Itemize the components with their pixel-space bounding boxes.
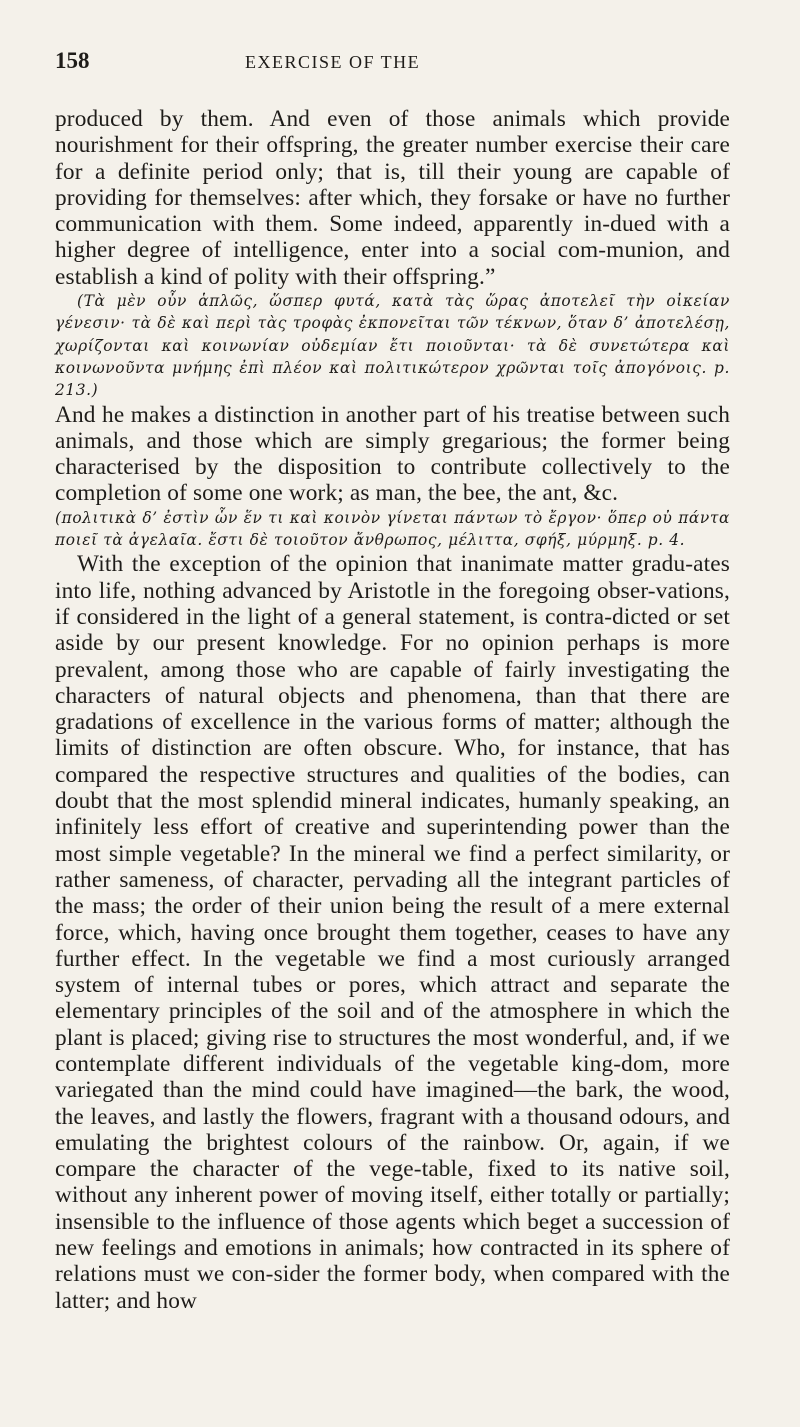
paragraph-gradations: With the exception of the opinion that inanimate matter gradu-ates into life, nothing advanced by Aristotle in the foregoing obser-vations, if considered in the light of a general statement, is contra-dicted or set aside by our present knowledge. For no opinion perhaps is more prevalent, among those who are capable of fairly investigating the characters of natural objects and phenomena, than that there are gradations of excellence in the various forms of matter; although the limits of distinction are often obscure. Who, for instance, that has compared the respective structures and qualities of the bodies, can doubt that the most splendid mineral indicates, humanly speaking, an infinitely less effort of creative and superintending power than the most simple vegetable? In the mineral we find a perfect similarity, or rather sameness, of character, pervading all the integrant particles of the mass; the order of their union being the result of a mere external force, which, having once brought them together, ceases to have any further effect. In the vegetable we find a most curiously arranged system of internal tubes or pores, which attract and separate the elementary principles of the soil and of the atmosphere in which the plant is placed; giving rise to structures the most wonderful, and, if we contemplate different individuals of the vegetable king-dom, more variegated than the mind could have imagined—the bark, the wood, the leaves, and lastly the flowers, fragrant with a thousand odours, and emulating the brightest colours of the rainbow. Or, again, if we compare the character of the vege-table, fixed to its native soil, without any inherent power of moving itself, either totally or partially; insensible to the influence of those agents which beget a succession of new feelings and emotions in animals; how contracted in its sphere of relations must we con-sider the former body, when compared with the latter; and how bbox=[55, 551, 730, 1314]
greek-quotation-2: (πολιτικὰ δ’ ἐστὶν ὧν ἕν τι καὶ κοινὸν γίνεται πάντων τὸ ἔργον· ὅπερ οὐ πάντα ποιεῖ τὰ ἀγελαῖα. ἔστι δὲ τοιοῦτον ἄνθρωπος, μέλιττα, σφήξ, μύρμηξ. p. 4. bbox=[55, 508, 730, 550]
page-number: 158 bbox=[55, 48, 90, 73]
paragraph-nourishment: produced by them. And even of those animals which provide nourishment for their offspring, the greater number exercise their care for a definite period only; that is, till their young are capable of providing for themselves: after which, they forsake or have no further communication with them. Some indeed, apparently in-dued with a higher degree of intelligence, enter into a social com-munion, and establish a kind of polity with their offspring.” bbox=[55, 106, 730, 290]
body-text bbox=[55, 106, 730, 1314]
running-title: EXERCISE OF THE bbox=[245, 52, 421, 72]
paragraph-distinction: And he makes a distinction in another part of his treatise between such animals, and those which are simply gregarious; the former being characterised by the disposition to contribute collectively to the completion of some one work; as man, the bee, the ant, &c. bbox=[55, 401, 730, 507]
running-head bbox=[55, 48, 730, 82]
greek-quotation-1: (Τὰ μὲν οὖν ἁπλῶς, ὥσπερ φυτά, κατὰ τὰς ὥρας ἀποτελεῖ τὴν οἰκείαν γένεσιν· τὰ δὲ καὶ περὶ τὰς τροφὰς ἐκπονεῖται τῶν τέκνων, ὅταν δ’ ἀποτελέσῃ, χωρίζονται καὶ κοινωνίαν οὐδεμίαν ἔτι ποιοῦνται· τὰ δὲ συνετώτερα καὶ κοινωνοῦντα μνήμης ἐπὶ πλέον καὶ πολιτικώτερον χρῶνται τοῖς ἀπογόνοις. p. 213.) bbox=[55, 292, 730, 400]
